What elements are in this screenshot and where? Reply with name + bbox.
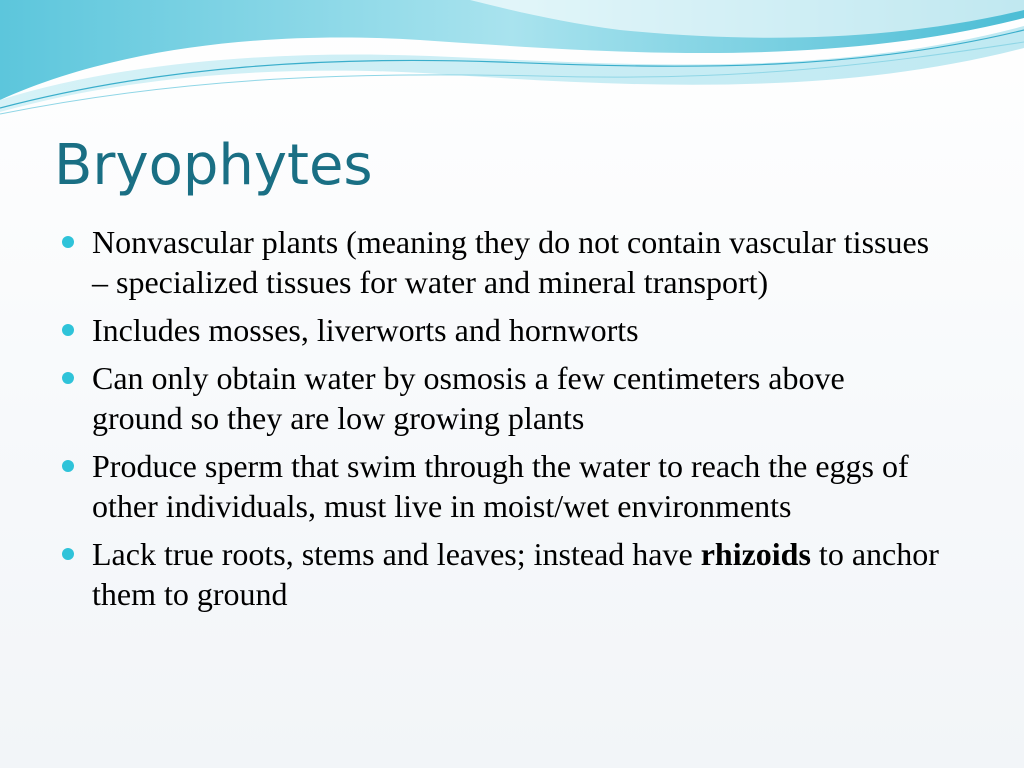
bullet-dot-icon xyxy=(62,372,74,384)
bullet-item xyxy=(62,358,942,438)
bold-term: rhizoids xyxy=(700,536,811,572)
bullet-dot-icon xyxy=(62,460,74,472)
bullet-text-before: Lack true roots, stems and leaves; instead have xyxy=(92,536,701,572)
bullet-text: Produce sperm that swim through the water to reach the eggs of other individuals, must live in moist/wet environments xyxy=(92,448,909,524)
bullet-text: Can only obtain water by osmosis a few centimeters above ground so they are low growing plants xyxy=(92,360,845,436)
bullet-item xyxy=(62,534,942,614)
bullet-dot-icon xyxy=(62,548,74,560)
bullet-text: Includes mosses, liverworts and hornworts xyxy=(92,312,639,348)
bullet-item xyxy=(62,222,942,302)
bullet-dot-icon xyxy=(62,324,74,336)
slide-title: Bryophytes xyxy=(54,133,373,198)
wave-header-decoration xyxy=(0,0,1024,120)
bullet-text: Nonvascular plants (meaning they do not contain vascular tissues – specialized tissues for water and mineral transport) xyxy=(92,224,930,300)
bullet-list xyxy=(62,222,942,622)
bullet-text-after: to anchor them to ground xyxy=(92,536,939,612)
bullet-item xyxy=(62,310,942,350)
bullet-dot-icon xyxy=(62,236,74,248)
bullet-item xyxy=(62,446,942,526)
